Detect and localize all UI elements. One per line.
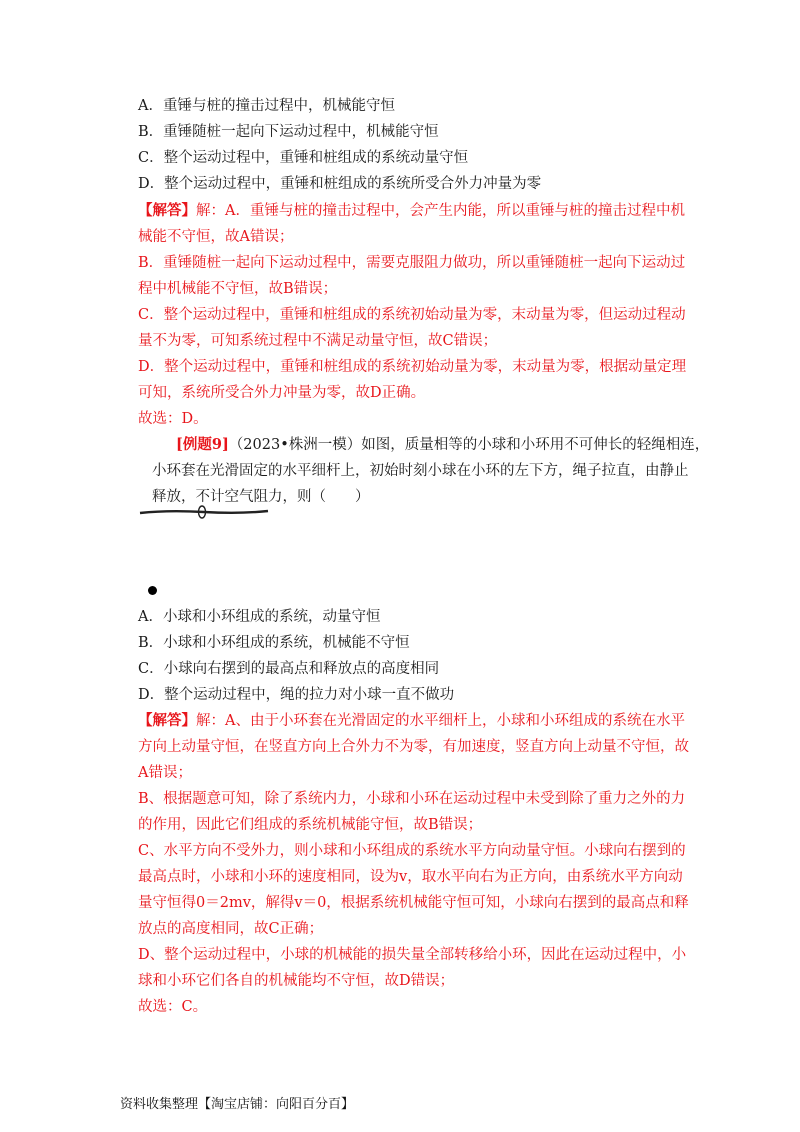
q8-option-a: A．重锤与桩的撞击过程中，机械能守恒 bbox=[138, 98, 395, 114]
q8-option-b: B．重锤随桩一起向下运动过程中，机械能守恒 bbox=[138, 124, 439, 140]
q8-answer-line-1 bbox=[138, 201, 685, 221]
q8-answer-text-1: 解：A．重锤与桩的撞击过程中，会产生内能，所以重锤与桩的撞击过程中机 bbox=[196, 203, 685, 219]
q8-answer-line-3: B．重锤随桩一起向下运动过程中，需要克服阻力做功，所以重锤随桩一起向下运动过 bbox=[138, 255, 686, 271]
q9-answer-line-2: 方向上动量守恒，在竖直方向上合外力不为零，有加速度，竖直方向上动量不守恒，故 bbox=[138, 739, 689, 755]
q9-stem-line-3: 释放，不计空气阻力，则（ ） bbox=[152, 489, 370, 505]
q9-answer-line-6: C、水平方向不受外力，则小球和小环组成的系统水平方向动量守恒。小球向右摆到的 bbox=[138, 843, 686, 859]
q9-answer-line-4: B、根据题意可知，除了系统内力，小球和小环在运动过程中未受到除了重力之外的力 bbox=[138, 791, 686, 807]
q9-answer-line-7: 最高点时，小球和小环的速度相同，设为v，取水平向右为正方向，由系统水平方向动 bbox=[138, 869, 683, 885]
q9-answer-tag: 【解答】 bbox=[138, 712, 196, 729]
q9-option-a: A．小球和小环组成的系统，动量守恒 bbox=[138, 609, 381, 625]
q9-answer-line-9: 放点的高度相同，故C正确； bbox=[138, 921, 324, 937]
q8-answer-line-2: 械能不守恒，故A错误； bbox=[138, 229, 294, 245]
q8-answer-line-6: 量不为零，可知系统过程中不满足动量守恒，故C错误； bbox=[138, 333, 498, 349]
q9-stem-line-1 bbox=[176, 435, 709, 455]
q9-answer-text-1: 解：A、由于小环套在光滑固定的水平细杆上，小球和小环组成的系统在水平 bbox=[196, 713, 685, 729]
q9-answer-line-3: A错误； bbox=[138, 765, 192, 781]
q9-stem-line-2: 小环套在光滑固定的水平细杆上，初始时刻小球在小环的左下方，绳子拉直，由静止 bbox=[152, 463, 689, 479]
q9-answer-line-8: 量守恒得0＝2mv，解得v＝0，根据系统机械能守恒可知，小球向右摆到的最高点和释 bbox=[138, 895, 689, 911]
q9-answer-line-10: D、整个运动过程中，小球的机械能的损失量全部转移给小环，因此在运动过程中，小 bbox=[138, 947, 687, 963]
footer-source: 资料收集整理【淘宝店铺：向阳百分百】 bbox=[120, 1097, 355, 1112]
q9-stem-text-1: （2023•株洲一模）如图，质量相等的小球和小环用不可伸长的轻绳相连， bbox=[228, 437, 710, 453]
q9-option-c: C．小球向右摆到的最高点和释放点的高度相同 bbox=[138, 661, 440, 677]
q8-answer-line-5: C．整个运动过程中，重锤和桩组成的系统初始动量为零，末动量为零，但运动过程动 bbox=[138, 307, 686, 323]
q8-choice: 故选：D。 bbox=[138, 411, 208, 427]
rod-ring-figure bbox=[138, 502, 270, 522]
q8-answer-line-8: 可知，系统所受合外力冲量为零，故D正确。 bbox=[138, 385, 426, 401]
q9-answer-line-1 bbox=[138, 711, 685, 731]
q8-answer-tag: 【解答】 bbox=[138, 202, 196, 219]
q8-answer-line-7: D．整个运动过程中，重锤和桩组成的系统初始动量为零，末动量为零，根据动量定理 bbox=[138, 359, 687, 375]
q9-choice: 故选：C。 bbox=[138, 999, 208, 1015]
q9-answer-line-11: 球和小环它们各自的机械能均不守恒，故D错误； bbox=[138, 973, 455, 989]
q8-option-c: C．整个运动过程中，重锤和桩组成的系统动量守恒 bbox=[138, 150, 469, 166]
q9-tag: [例题9] bbox=[176, 436, 229, 453]
horizontal-rod bbox=[140, 511, 268, 513]
ball-icon bbox=[148, 586, 157, 595]
q8-option-d: D．整个运动过程中，重锤和桩组成的系统所受合外力冲量为零 bbox=[138, 176, 542, 192]
q8-answer-line-4: 程中机械能不守恒，故B错误； bbox=[138, 281, 338, 297]
q9-option-b: B．小球和小环组成的系统，机械能不守恒 bbox=[138, 635, 410, 651]
q9-option-d: D．整个运动过程中，绳的拉力对小球一直不做功 bbox=[138, 687, 455, 703]
q9-answer-line-5: 的作用，因此它们组成的系统机械能守恒，故B错误； bbox=[138, 817, 483, 833]
